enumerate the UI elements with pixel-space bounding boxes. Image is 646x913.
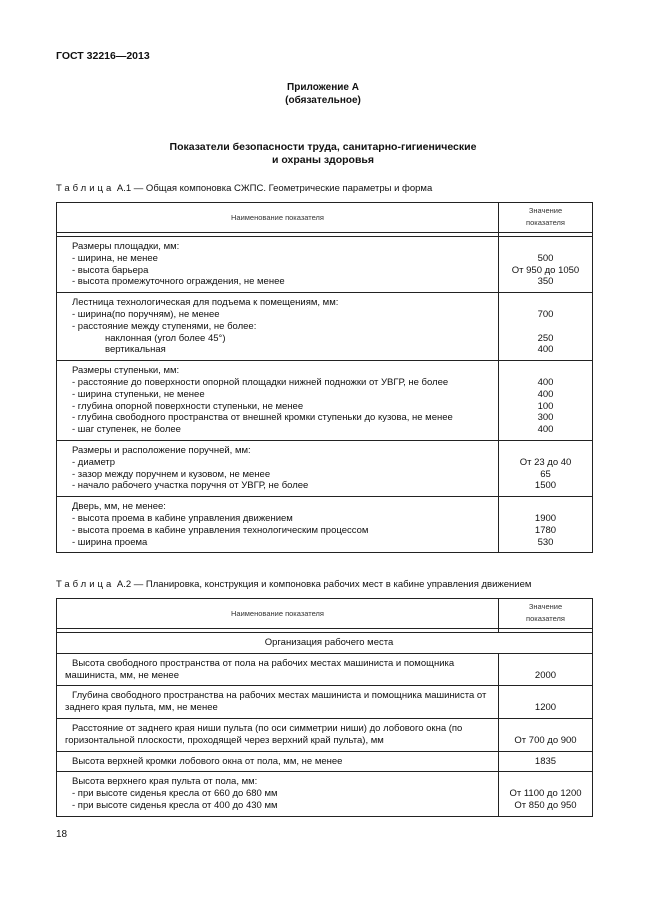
parameter-line: - ширина проема [72,536,148,548]
value-line [501,321,590,333]
value-line: 1500 [534,480,557,492]
parameter-line: Размеры площадки, мм: [72,241,180,252]
parameter-line: - расстояние до поверхности опорной площадки нижней подножки от УВГР, не более [72,376,449,388]
value-line: 530 [537,536,554,548]
parameter-line: вертикальная [105,344,166,356]
value-line: 1780 [534,524,557,536]
parameter-line: - расстояние между ступенями, не более: [72,320,257,332]
parameter-cell: Расстояние от заднего края ниши пульта (по оси симметрии ниши) до лобового окна (по горизонтальной плоскости, проходящей через верхний край пульта), мм [57,718,499,751]
table2-section-row [57,633,593,654]
appendix-heading [0,81,646,107]
page-number: 18 [56,829,68,840]
value-cell [499,772,593,816]
table-row [57,751,593,772]
value-line: 400 [537,344,554,356]
parameter-line: - высота промежуточного ограждения, не менее [72,276,285,288]
table1-header-row [57,203,593,233]
table-row [57,237,593,293]
document-header: ГОСТ 32216—2013 [56,50,150,62]
table-row [57,497,593,553]
table-row [57,686,593,719]
parameter-line: - ширина, не менее [72,252,158,264]
parameter-line: - диаметр [72,456,116,468]
parameter-line: - при высоте сиденья кресла от 660 до 680 мм [72,788,278,800]
table-row [57,653,593,686]
table-row [57,361,593,441]
parameter-line: - глубина свободного пространства от внешней кромки ступеньки до кузова, не менее [72,412,453,424]
appendix-label: Приложение А [287,82,359,93]
section-title-line2: и охраны здоровья [271,154,374,166]
parameter-cell [57,237,499,293]
value-cell [499,237,593,293]
parameter-cell [57,497,499,553]
section-title-line1: Показатели безопасности труда, санитарно-гигиенические [169,141,477,153]
parameter-line: - высота барьера [72,264,149,276]
value-cell: 1835 [499,751,593,772]
value-line: 500 [537,252,554,264]
table1 [56,202,593,553]
value-line: 1900 [534,512,557,524]
value-cell: 1200 [499,686,593,719]
parameter-line: Размеры и расположение поручней, мм: [72,444,251,456]
parameter-cell: Глубина свободного пространства на рабочих местах машиниста и помощника машиниста от заднего края пульта, мм, не менее [57,686,499,719]
appendix-status: (обязательное) [285,95,361,106]
parameter-cell [57,293,499,361]
parameter-line: - глубина опорной поверхности ступеньки, не менее [72,400,304,412]
parameter-cell [57,361,499,441]
value-cell: От 700 до 900 [499,718,593,751]
value-line: 65 [540,468,551,480]
parameter-cell: Высота свободного пространства от пола на рабочих местах машиниста и помощника машиниста, мм, не менее [57,653,499,686]
section-title [0,141,646,167]
table2-section-label: Организация рабочего места [57,633,593,654]
table2-body [57,653,593,816]
value-line [501,501,590,513]
parameter-line: - шаг ступенек, не более [72,424,181,436]
value-cell: 2000 [499,653,593,686]
table2 [56,598,593,817]
parameter-line: наклонная (угол более 45°) [105,332,226,344]
table1-col-value: Значение показателя [499,203,593,233]
parameter-line: - ширина(по поручням), не менее [72,308,220,320]
value-line: 250 [537,332,554,344]
table-row [57,440,593,496]
parameter-cell: Высота верхней кромки лобового окна от пола, мм, не менее [57,751,499,772]
table2-caption [56,579,531,590]
table2-header-row [57,599,593,629]
value-line [501,365,590,377]
value-line: 100 [537,400,554,412]
value-line [501,297,590,309]
table2-caption-word: Таблица [56,579,115,590]
parameter-line: - начало рабочего участка поручня от УВГР, не более [72,480,309,492]
parameter-line: Дверь, мм, не менее: [72,501,166,513]
parameter-line: Высота верхнего края пульта от пола, мм: [72,776,258,788]
value-line: От 1100 до 1200 [509,788,582,800]
value-line [501,241,590,253]
parameter-cell [57,440,499,496]
value-line [501,445,590,457]
table2-col-name: Наименование показателя [57,599,499,629]
value-line: От 850 до 950 [514,799,577,811]
parameter-cell [57,772,499,816]
table-row [57,772,593,816]
value-cell [499,497,593,553]
parameter-line: Размеры ступеньки, мм: [72,365,180,377]
parameter-line: - высота проема в кабине управления технологическим процессом [72,524,369,536]
table2-col-value: Значение показателя [499,599,593,629]
value-line: От 23 до 40 [519,456,572,468]
table1-col-name: Наименование показателя [57,203,499,233]
parameter-line: Лестница технологическая для подъема к помещениям, мм: [72,297,339,309]
value-line: 400 [537,424,554,436]
table1-body [57,237,593,553]
value-line: От 950 до 1050 [511,264,580,276]
table1-caption [56,183,432,194]
parameter-line: - высота проема в кабине управления движением [72,512,293,524]
parameter-line: - ширина ступеньки, не менее [72,388,205,400]
table1-caption-text: А.1 — Общая компоновка СЖПС. Геометрические параметры и форма [116,183,433,194]
value-cell [499,361,593,441]
value-line [501,776,590,788]
table-row [57,718,593,751]
table2-caption-text: А.2 — Планировка, конструкция и компоновка рабочих мест в кабине управления движением [116,579,532,590]
table1-caption-word: Таблица [56,183,115,194]
value-line: 400 [537,376,554,388]
value-cell [499,440,593,496]
parameter-line: - при высоте сиденья кресла от 400 до 430 мм [72,799,278,811]
table-row [57,293,593,361]
parameter-line: - зазор между поручнем и кузовом, не менее [72,468,271,480]
value-cell [499,293,593,361]
value-line: 700 [537,308,554,320]
value-line: 350 [537,276,554,288]
value-line: 300 [537,412,554,424]
value-line: 400 [537,388,554,400]
